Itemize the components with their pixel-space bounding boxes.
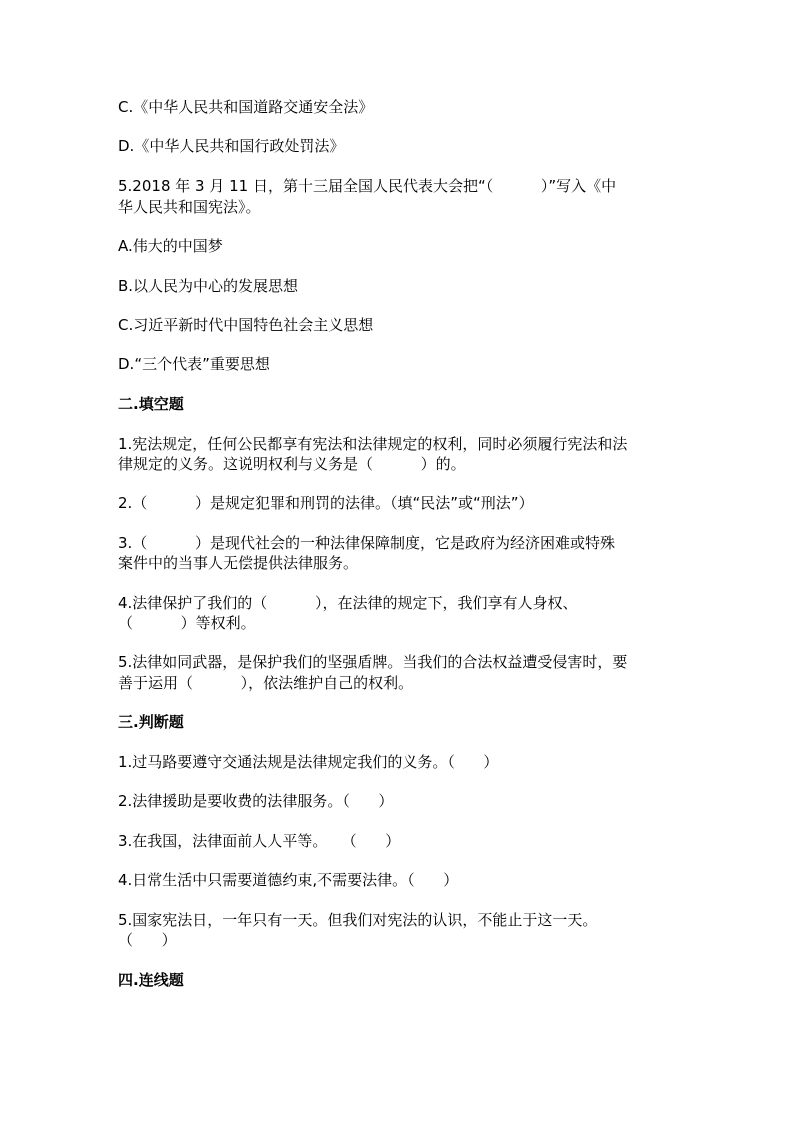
- fill-question-3-line-1: 3.（ ）是现代社会的一种法律保障制度，它是政府为经济困难或特殊: [118, 534, 615, 552]
- fill-question-4-line-2: （ ）等权利。: [118, 614, 256, 632]
- question-5-line-2: 华人民共和国宪法》。: [118, 198, 261, 216]
- section-true-false-heading: 三.判断题: [118, 713, 184, 731]
- fill-question-1-line-1: 1.宪法规定，任何公民都享有宪法和法律规定的权利，同时必须履行宪法和法: [118, 435, 628, 453]
- judge-question-5-line-2: （ ）: [118, 931, 177, 949]
- option-d-administrative-penalty-law: D.《中华人民共和国行政处罚法》: [118, 137, 345, 155]
- option-a: A.伟大的中国梦: [118, 237, 223, 255]
- section-matching-heading: 四.连线题: [118, 971, 184, 989]
- option-d: D.“三个代表”重要思想: [118, 355, 270, 373]
- judge-question-2: 2.法律援助是要收费的法律服务。（ ）: [118, 792, 394, 810]
- option-b: B.以人民为中心的发展思想: [118, 277, 299, 295]
- fill-question-1-line-2: 律规定的义务。这说明权利与义务是（ ）的。: [118, 455, 466, 473]
- option-c: C.习近平新时代中国特色社会主义思想: [118, 316, 374, 334]
- section-fill-in-heading: 二.填空题: [118, 395, 184, 413]
- fill-question-2: 2.（ ）是规定犯罪和刑罚的法律。（填“民法”或“刑法”）: [118, 494, 534, 512]
- fill-question-5-line-1: 5.法律如同武器，是保护我们的坚强盾牌。当我们的合法权益遭受侵害时，要: [118, 653, 628, 671]
- judge-question-1: 1.过马路要遵守交通法规是法律规定我们的义务。（ ）: [118, 753, 499, 771]
- fill-question-5-line-2: 善于运用（ ），依法维护自己的权利。: [118, 674, 414, 692]
- judge-question-4: 4.日常生活中只需要道德约束,不需要法律。（ ）: [118, 871, 459, 889]
- judge-question-5-line-1: 5.国家宪法日，一年只有一天。但我们对宪法的认识，不能止于这一天。: [118, 911, 598, 929]
- judge-question-3: 3.在我国，法律面前人人平等。 （ ）: [118, 832, 401, 850]
- option-c-road-traffic-law: C.《中华人民共和国道路交通安全法》: [118, 98, 374, 116]
- fill-question-4-line-1: 4.法律保护了我们的（ ），在法律的规定下，我们享有人身权、: [118, 594, 578, 612]
- question-5-line-1: 5.2018 年 3 月 11 日，第十三届全国人民代表大会把“（ ）”写入《中: [118, 177, 617, 195]
- fill-question-3-line-2: 案件中的当事人无偿提供法律服务。: [118, 554, 359, 572]
